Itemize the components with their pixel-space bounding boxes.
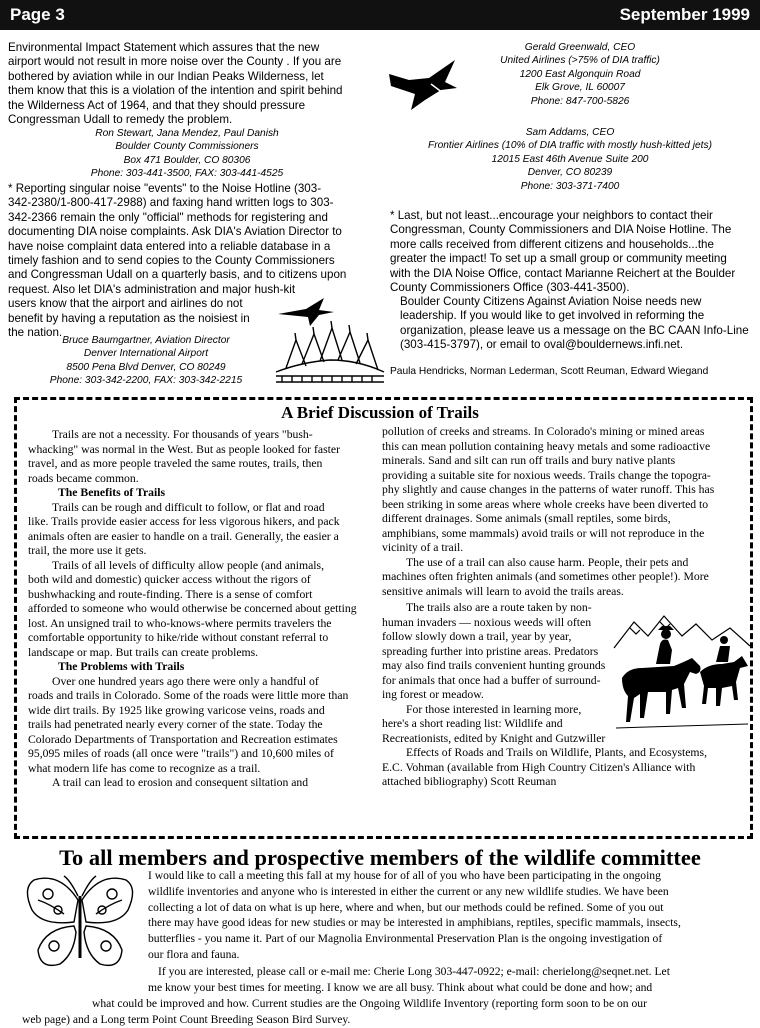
trails-right-column-bottom (382, 746, 742, 790)
airport-illustration (272, 296, 388, 388)
text-line: Phone: 303-342-2200, FAX: 303-342-2215 (49, 375, 243, 387)
text-line: Boulder County Citizens Against Aviation Noise needs new (400, 295, 702, 308)
airport-tents-icon (276, 321, 384, 382)
text-line: with the DIA Noise Office, contact Marianne Reichert at the Boulder (390, 266, 736, 280)
text-line: ing forest or meadow. (382, 688, 484, 701)
text-line: minerals. Sand and silt can run off trails and bury native plants (382, 454, 676, 467)
text-line: Frontier Airlines (10% of DIA traffic with mostly hush-kitted jets) (427, 140, 712, 152)
text-line: for animals that once had a buffer of surround- (382, 673, 601, 687)
trails-right-column-wrap (382, 601, 632, 746)
horse-riders-illustration (612, 606, 752, 744)
text-line: machines often frighten animals (and sometimes other people!). More (382, 570, 709, 583)
text-line: For those interested in learning more, (406, 702, 582, 716)
mountain-icon (614, 616, 750, 648)
bc-caan-paragraph (390, 295, 752, 353)
text-line: Ron Stewart, Jana Mendez, Paul Danish (95, 128, 279, 139)
text-line: the nation. (8, 326, 63, 340)
text-line: Boulder County Commissioners (115, 141, 259, 153)
text-line: Phone: 303-441-3500, FAX: 303-441-4525 (90, 168, 284, 180)
text-line: pollution of creeks and streams. In Colorado's mining or mined areas (382, 425, 705, 438)
text-line: butterflies - you name it. Part of our Magnolia Environmental Preservation Plan is the ongoing investigation of (148, 932, 663, 946)
text-line: * Last, but not least...encourage your neighbors to contact their (390, 209, 713, 222)
text-line: County Commissioners Office (303-441-3500). (390, 281, 630, 295)
text-line: our flora and fauna. (148, 947, 240, 961)
text-line: more calls received from different citizens and households...the (390, 237, 714, 251)
text-line: whacking" was normal in the West. But as people looked for faster (28, 442, 340, 456)
text-line: airport would not result in more noise over the County . If you are (8, 55, 342, 69)
text-line: Environmental Impact Statement which assures that the new (8, 41, 320, 54)
wildlife-paragraph-2a (148, 964, 754, 996)
text-line: Gerald Greenwald, CEO (524, 42, 636, 53)
butterfly-illustration (20, 870, 138, 980)
text-line: 342-2380/1-800-417-2988) and faxing hand written logs to 303- (8, 196, 334, 210)
trails-right-column-top (382, 425, 738, 599)
wildlife-line: what could be improved and how. Current studies are the Ongoing Wildlife Inventory (reporting form soon to be on our (92, 997, 647, 1010)
text-line: Congressman, County Commissioners and DIA Noise Hotline. The (390, 223, 732, 237)
text-line: what modern life has come to recognize as a trail. (28, 761, 261, 775)
text-line: amphibians, some mammals) avoid trails or will not reproduce in the (382, 526, 705, 540)
text-line: Denver, CO 80239 (527, 167, 613, 179)
text-line: users know that the airport and airlines do not (8, 297, 243, 311)
text-line: Trails are not a necessity. For thousands of years "bush- (52, 428, 313, 441)
text-line: afforded to someone who would otherwise be concerned about getting (28, 602, 357, 615)
text-line: attached bibliography) Scott Reuman (382, 775, 557, 788)
wildlife-line: If you are interested, please call or e-mail me: Cherie Long 303-447-0922; e-mail: cherielong@seqnet.net. Let (158, 965, 670, 978)
text-line: trail, the more use it gets. (28, 544, 147, 557)
text-line: The Problems with Trails (58, 660, 185, 673)
text-line: vicinity of a trail. (382, 541, 464, 554)
text-line: Trails of all levels of difficulty allow people (and animals, (52, 558, 325, 572)
wildlife-committee-title: To all members and prospective members of the wildlife committee (59, 845, 701, 870)
wildlife-line: me know your best times for meeting. I know we are all busy. Think about what could be done and how; and (148, 980, 653, 994)
text-line: The use of a trail can also cause harm. People, their pets and (406, 555, 689, 569)
text-line: collecting a lot of data on what is up here, where and when, but our methods could be refined. Some of you out (148, 900, 664, 914)
text-line: may also find trails convenient hunting grounds (382, 659, 606, 672)
text-line: lost. An unsigned trail to who-knows-where permits travelers the (28, 616, 332, 630)
text-line: I would like to call a meeting this fall at my house for of all of you who have been participating in the ongoing (148, 869, 661, 882)
text-line: been striking in some areas where whole creeks have been diverted to (382, 497, 709, 511)
text-line: like. Trails provide easier access for less vigorous hikers, and pack (28, 515, 340, 528)
second-rider-icon (700, 636, 748, 706)
text-line: follow slowly down a trail, year by year, (382, 630, 572, 643)
text-line: Elk Grove, IL 60007 (535, 82, 625, 94)
text-line: greater the impact! To set up a small group or community meeting (390, 252, 727, 266)
text-line: leadership. If you would like to get involved in reforming the (400, 309, 705, 323)
text-line: United Airlines (>75% of DIA traffic) (500, 55, 660, 67)
text-line: providing a suitable site for noxious weeds. Trails change the topogra- (382, 468, 711, 482)
text-line: bushwhacking and route-finding. There is a sense of comfort (28, 587, 313, 601)
left-column-text (8, 41, 380, 127)
text-line: sensitive animals will learn to avoid the trails areas. (382, 584, 624, 598)
horse-rider-icon (622, 626, 701, 722)
text-line: Bruce Baumgartner, Aviation Director (62, 335, 230, 346)
text-line: 1200 East Algonquin Road (519, 68, 641, 80)
text-line: Denver International Airport (83, 348, 209, 360)
text-line: travel, and as more people traveled the same routes, trails, then (28, 457, 323, 470)
trails-article-title: A Brief Discussion of Trails (281, 403, 479, 422)
text-line: them know that this is a violation of the intention and spirit behind (8, 84, 343, 98)
text-line: Sam Addams, CEO (525, 127, 615, 138)
text-line: * Reporting singular noise "events" to the Noise Hotline (303- (8, 182, 322, 195)
wilderness-paragraph (8, 41, 380, 127)
text-line: The Benefits of Trails (58, 486, 166, 499)
wildlife-paragraph-1 (148, 868, 754, 963)
text-line: 95,095 miles of roads (all once were "trails") and 10,600 miles of (28, 747, 334, 760)
page-number: Page 3 (10, 5, 65, 24)
text-line: Congressman Udall to remedy the problem. (8, 113, 233, 127)
text-line: (303-415-3797), or email to oval@bouldernews.infi.net. (400, 338, 684, 352)
text-line: The trails also are a route taken by non- (406, 601, 592, 614)
text-line: animals often are easier to handle on a trail. Generally, the easier a (28, 529, 339, 543)
text-line: wide dirt trails. By 1925 like growing varicose veins, roads and (28, 703, 325, 717)
text-line: 12015 East 46th Avenue Suite 200 (491, 153, 649, 165)
text-line: roads and trails in Colorado. Some of the roads were little more than (28, 689, 349, 702)
trails-left-column (28, 428, 368, 791)
text-line: Over one hundred years ago there were only a handful of (52, 674, 319, 688)
text-line: documenting DIA noise complaints. Ask DIA's Aviation Director to (8, 225, 342, 239)
text-line: there may have good ideas for new studies or may be interested in amphibians, reptiles, specific mammals, insects, (148, 916, 681, 930)
wildlife-paragraph-2b (22, 996, 754, 1028)
page-header (0, 0, 760, 30)
text-line: Phone: 303-371-7400 (520, 180, 620, 192)
text-line: Recreationists, edited by Knight and Gutzwiller (382, 731, 606, 745)
text-line: wildlife inventories and anyone who is interested in either the current or any new wildlife studies. We have been (148, 884, 669, 898)
wildlife-line: web page) and a Long term Point Count Breeding Season Bird Survey. (22, 1012, 351, 1026)
frontier-airlines-address (390, 126, 750, 193)
text-line: and Congressman Udall on a quarterly basis, and to citizens upon (8, 268, 347, 282)
text-line: Phone: 847-700-5826 (530, 95, 630, 107)
county-commissioners-address (14, 127, 360, 181)
text-line: 342-2366 remain the only "official" methods for registering and (8, 210, 328, 224)
text-line: organization, please leave us a message on the BC CAAN Info-Line (400, 323, 749, 337)
text-line: spreading further into pristine areas. Predators (382, 644, 599, 658)
text-line: phy slightly and cause changes in the patterns of water runoff. This has (382, 483, 715, 496)
dia-director-address (8, 334, 284, 388)
united-airlines-address (410, 41, 750, 108)
text-line: A trail can lead to erosion and consequent siltation and (52, 776, 309, 789)
text-line: comfortable opportunity to hike/ride without constant referral to (28, 631, 329, 644)
text-line: request. Also let DIA's administration and major hush-kit (8, 282, 296, 296)
butterfly-icon (27, 876, 132, 965)
text-line: timely fashion and to send copies to the County Commissioners (8, 254, 335, 268)
signatures: Paula Hendricks, Norman Lederman, Scott Reuman, Edward Wiegand (390, 366, 709, 377)
text-line: benefit by having a reputation as the noisiest in (8, 311, 250, 325)
text-line: human invaders — noxious weeds will often (382, 615, 592, 629)
text-line: bothered by aviation while in our Indian Peaks Wilderness, let (8, 69, 324, 83)
text-line: roads became common. (28, 471, 139, 485)
text-line: E.C. Vohman (available from High Country Citizen's Alliance with (382, 760, 696, 774)
text-line: Trails can be rough and difficult to follow, or flat and road (52, 500, 325, 514)
text-line: different drainages. Some animals (small reptiles, some birds, (382, 512, 671, 525)
text-line: Colorado Departments of Transportation and Recreation estimates (28, 732, 338, 746)
text-line: here's a short reading list: Wildlife and (382, 717, 563, 730)
text-line: have noise complaint data entered into a reliable database in a (8, 239, 331, 253)
issue-date: September 1999 (619, 5, 750, 24)
text-line: both wild and domestic) quicker access without the rigors of (28, 573, 311, 586)
text-line: trails had penetrated nearly every corner of the state. Today the (28, 718, 323, 731)
text-line: Box 471 Boulder, CO 80306 (123, 154, 251, 166)
text-line: 8500 Pena Blvd Denver, CO 80249 (66, 361, 226, 373)
airplane-icon (278, 298, 334, 326)
text-line: landscape or map. But trails can create problems. (28, 645, 259, 659)
text-line: the Wilderness Act of 1964, and that they should pressure (8, 98, 306, 112)
text-line: this can mean pollution containing heavy metals and some radioactive (382, 439, 711, 453)
neighbors-paragraph (390, 209, 752, 295)
text-line: Effects of Roads and Trails on Wildlife, Plants, and Ecosystems, (406, 746, 707, 759)
